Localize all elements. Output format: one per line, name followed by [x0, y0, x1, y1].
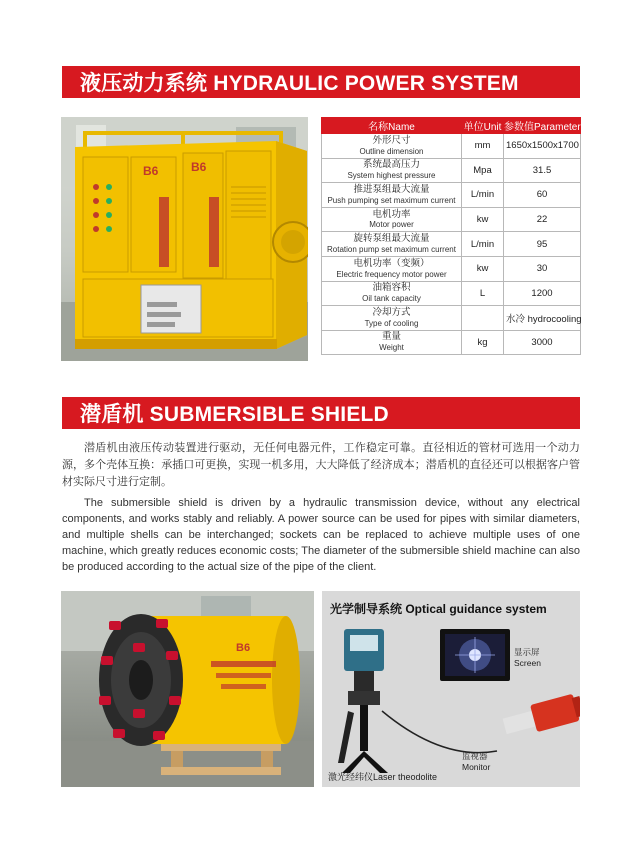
- hydraulic-power-unit-photo: [61, 117, 308, 361]
- table-row: [322, 158, 581, 183]
- row-value: 31.5: [504, 158, 581, 183]
- table-row: [322, 306, 581, 331]
- section-banner-shield: [62, 397, 580, 429]
- table-row: [322, 256, 581, 281]
- row-unit: L/min: [462, 232, 504, 257]
- optical-guidance-panel: [322, 591, 580, 787]
- row-value: 30: [504, 256, 581, 281]
- row-unit: L/min: [462, 183, 504, 208]
- table-row: [322, 330, 581, 355]
- table-row: [322, 207, 581, 232]
- table-row: [322, 281, 581, 306]
- row-value: 3000: [504, 330, 581, 355]
- row-unit: Mpa: [462, 158, 504, 183]
- header-unit: 单位Unit: [462, 118, 504, 134]
- row-name: 冷却方式 Type of cooling: [322, 306, 462, 331]
- row-name: 油箱容积 Oil tank capacity: [322, 281, 462, 306]
- table-header-row: [322, 118, 581, 134]
- row-unit: kw: [462, 256, 504, 281]
- optical-guidance-title: 光学制导系统 Optical guidance system: [330, 602, 547, 616]
- svg-text:B6: B6: [191, 160, 207, 174]
- row-value: 95: [504, 232, 581, 257]
- row-name: 系统最高压力 System highest pressure: [322, 158, 462, 183]
- row-unit: kg: [462, 330, 504, 355]
- row-name: 旋转泵组最大流量 Rotation pump set maximum current: [322, 232, 462, 257]
- parameter-table: [321, 117, 581, 355]
- row-value: 1650x1500x1700: [504, 134, 581, 159]
- header-parameter: 参数值Parameter: [504, 118, 581, 134]
- table-row: [322, 183, 581, 208]
- optical-guidance-illustration: [322, 591, 580, 787]
- row-name: 外形尺寸 Outline dimension: [322, 134, 462, 159]
- table-row: [322, 232, 581, 257]
- row-unit: [462, 306, 504, 331]
- description-english: The submersible shield is driven by a hydraulic transmission device, without any electrical components, and works stably and reliably. A power source can be used for pipes with similar diameters, and multiple shells can be interchanged; sockets can be replaced to achieve multiple uses of one machine, which greatly reduces economic costs; The diameter of the submersible shield machine can also be produced according to the actual size of the pipe of the client.: [62, 497, 580, 573]
- table-row: [322, 134, 581, 159]
- row-unit: mm: [462, 134, 504, 159]
- svg-text:B6: B6: [143, 164, 159, 178]
- row-unit: kw: [462, 207, 504, 232]
- row-name: 电机功率 Motor power: [322, 207, 462, 232]
- screen-label: 显示屏 Screen: [514, 647, 541, 668]
- row-unit: L: [462, 281, 504, 306]
- section-title: 潜盾机 SUBMERSIBLE SHIELD: [80, 403, 389, 426]
- row-value: 1200: [504, 281, 581, 306]
- row-name: 电机功率（变频） Electric frequency motor power: [322, 256, 462, 281]
- row-name: 推进泵组最大流量 Push pumping set maximum current: [322, 183, 462, 208]
- row-value: 水冷 hydrocooling: [504, 306, 581, 331]
- svg-text:B6: B6: [236, 642, 251, 654]
- row-name: 重量 Weight: [322, 330, 462, 355]
- monitor-label: 监视器 Monitor: [462, 751, 491, 772]
- row-value: 60: [504, 183, 581, 208]
- submersible-shield-photo: [61, 591, 314, 787]
- section-banner-hydraulic: [62, 66, 580, 98]
- header-name: 名称Name: [322, 118, 462, 134]
- description-chinese: 潜盾机由液压传动装置进行驱动，无任何电器元件，工作稳定可靠。直径相近的管材可选用一个动力源，多个壳体互换：承插口可更换，实现一机多用，大大降低了经济成本；潜盾机的直径还可以根据客户管材实际尺寸进行定制。: [62, 442, 580, 488]
- laser-theodolite-label: 激光经纬仪Laser theodolite: [328, 772, 438, 782]
- section-title: 液压动力系统 HYDRAULIC POWER SYSTEM: [80, 72, 519, 95]
- row-value: 22: [504, 207, 581, 232]
